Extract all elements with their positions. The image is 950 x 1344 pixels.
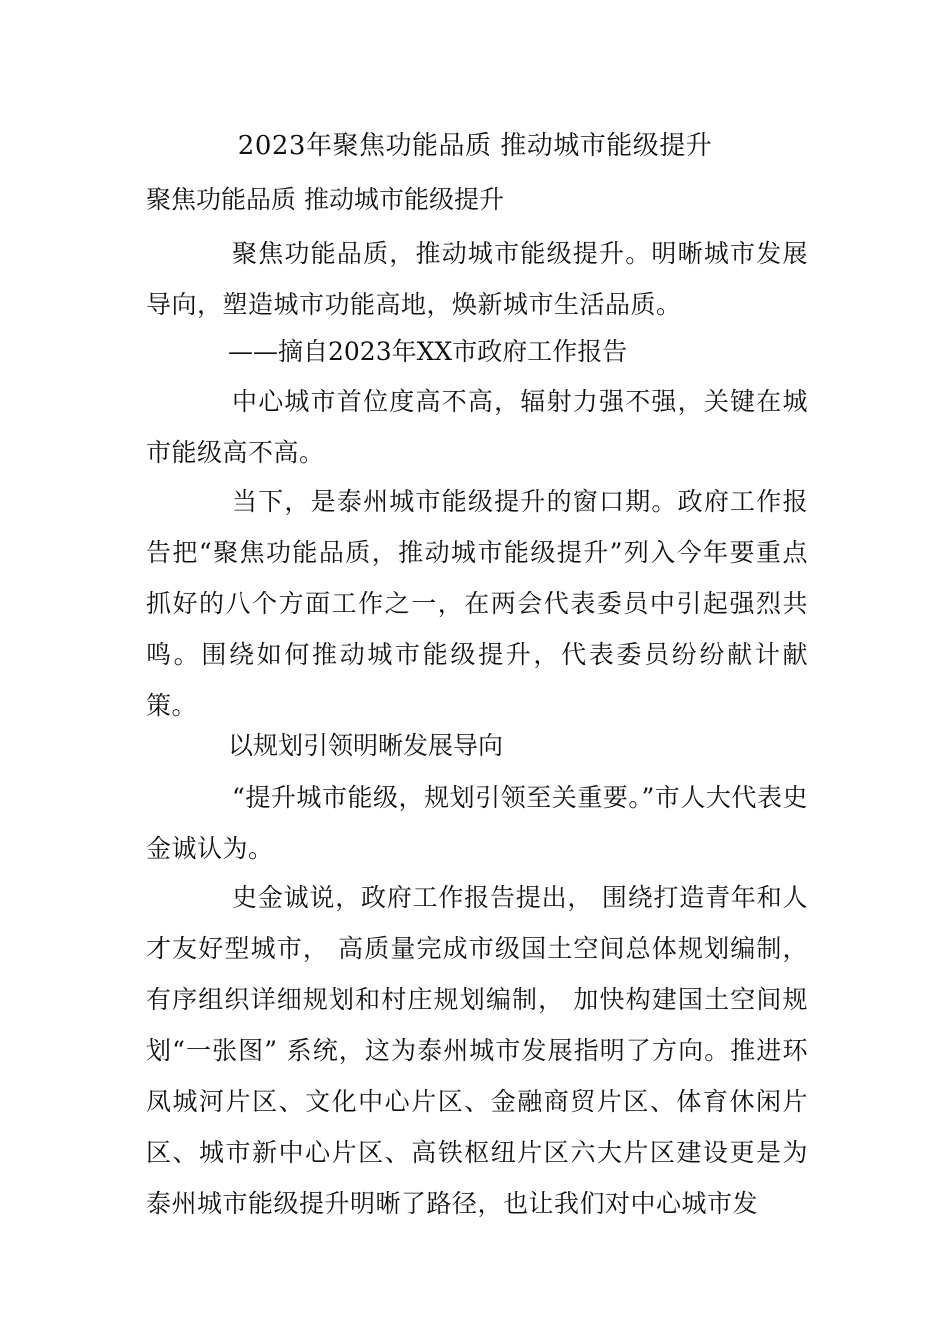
paragraph-2: 中心城市首位度高不高，辐射力强不强，关键在城市能级高不高。 (146, 387, 808, 467)
source-citation: ——摘自2023年XX市政府工作报告 (228, 337, 628, 366)
section-heading: 以规划引领明晰发展导向 (228, 731, 504, 760)
paragraph-4: “提升城市能级，规划引领至关重要。”市人大代表史金诚认为。 (146, 783, 808, 863)
paragraph-3: 当下，是泰州城市能级提升的窗口期。政府工作报告把“聚焦功能品质，推动城市能级提升”列入今年要重点抓好的八个方面工作之一，在两会代表委员中引起强烈共鸣。围绕如何推动城市能级提升，代表委员纷纷献计献策。 (146, 487, 808, 720)
paragraph-5: 史金诚说，政府工作报告提出， 围绕打造青年和人才友好型城市， 高质量完成市级国土空间总体规划编制，有序组织详细规划和村庄规划编制， 加快构建国土空间规划“一张图” 系统，这为泰州城市发展指明了方向。推进环凤城河片区、文化中心片区、金融商贸片区、体育休闲片区、城市新中心片区、高铁枢纽片区六大片区建设更是为泰州城市能级提升明晰了路径，也让我们对中心城市发 (146, 883, 808, 1218)
paragraph-intro: 聚焦功能品质，推动城市能级提升。明晰城市发展导向，塑造城市功能高地，焕新城市生活品质。 (146, 239, 808, 319)
document-title: 2023年聚焦功能品质 推动城市能级提升 (237, 131, 713, 161)
document-subtitle: 聚焦功能品质 推动城市能级提升 (146, 185, 504, 214)
